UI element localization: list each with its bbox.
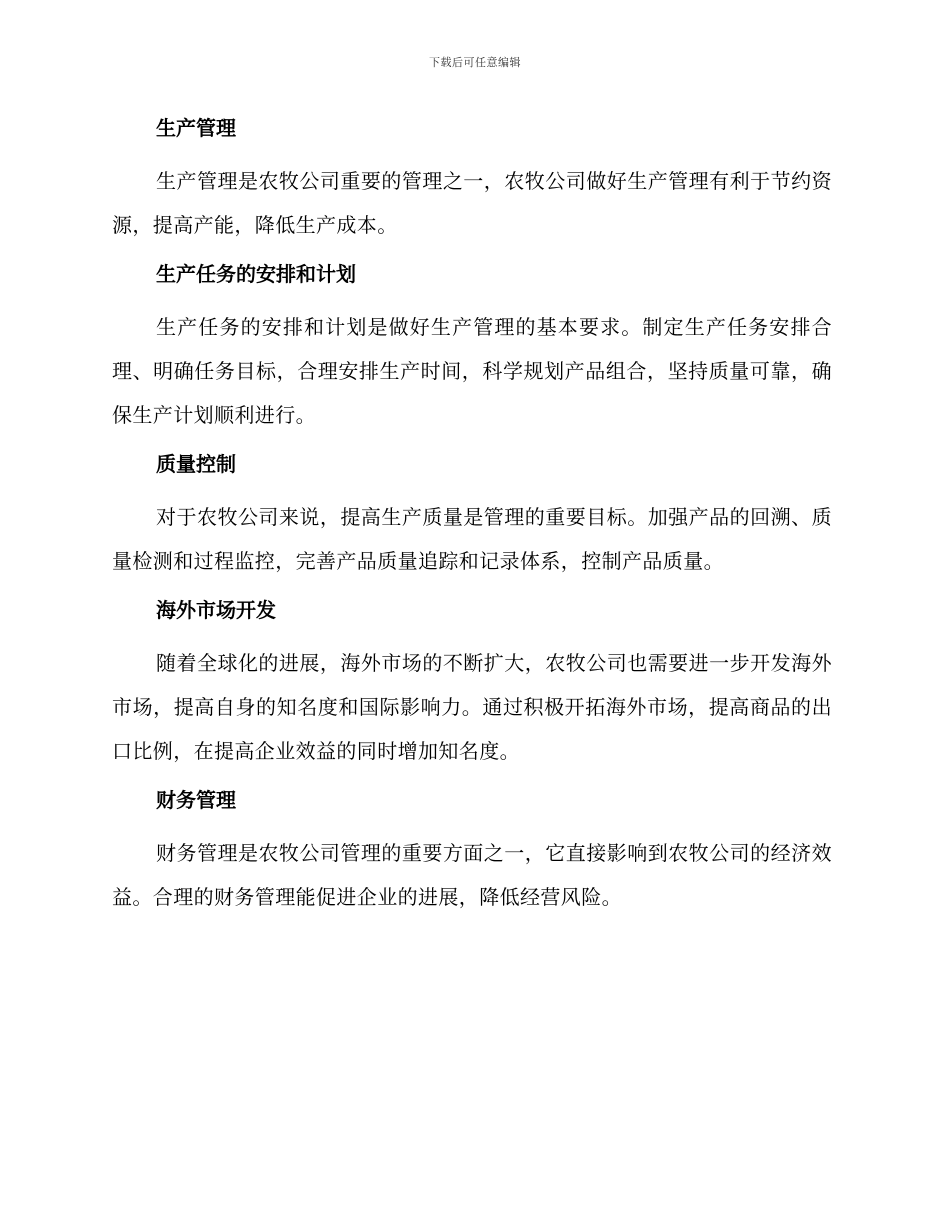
- section-paragraph: 生产管理是农牧公司重要的管理之一，农牧公司做好生产管理有利于节约资源，提高产能，降低生产成本。: [112, 169, 832, 237]
- section-heading: 生产任务的安排和计划: [156, 262, 356, 286]
- section-heading: 财务管理: [156, 788, 236, 812]
- section-paragraph: 财务管理是农牧公司管理的重要方面之一，它直接影响到农牧公司的经济效益。合理的财务管理能促进企业的进展，降低经营风险。: [112, 841, 832, 909]
- section-task-planning: [112, 259, 832, 437]
- section-paragraph: 随着全球化的进展，海外市场的不断扩大，农牧公司也需要进一步开发海外市场，提高自身的知名度和国际影响力。通过积极开拓海外市场，提高商品的出口比例，在提高企业效益的同时增加知名度。: [112, 651, 832, 763]
- section-quality-control: [112, 449, 832, 583]
- section-paragraph: 生产任务的安排和计划是做好生产管理的基本要求。制定生产任务安排合理、明确任务目标，合理安排生产时间，科学规划产品组合，坚持质量可靠，确保生产计划顺利进行。: [112, 315, 832, 427]
- section-paragraph: 对于农牧公司来说，提高生产质量是管理的重要目标。加强产品的回溯、质量检测和过程监控，完善产品质量追踪和记录体系，控制产品质量。: [112, 505, 832, 573]
- section-financial-management: [112, 785, 832, 919]
- section-overseas-market: [112, 595, 832, 773]
- section-heading: 质量控制: [156, 452, 236, 476]
- document-body: [112, 105, 832, 931]
- section-heading: 海外市场开发: [156, 598, 276, 622]
- section-heading: 生产管理: [156, 116, 236, 140]
- section-production-management: [112, 113, 832, 247]
- page-header-note: 下载后可任意编辑: [429, 56, 521, 69]
